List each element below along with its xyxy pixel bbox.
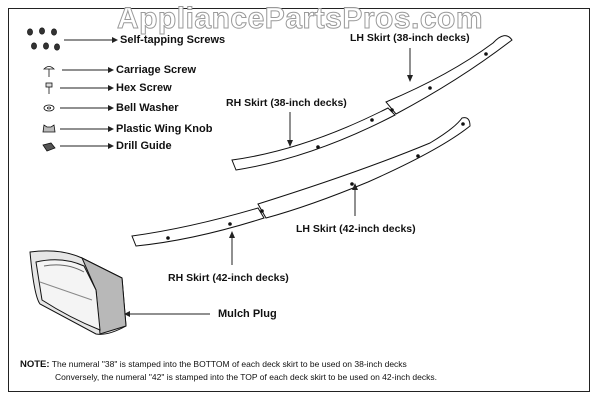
label-drill-guide: Drill Guide bbox=[116, 140, 172, 152]
note-label: NOTE: bbox=[20, 359, 50, 370]
drill-guide-icon bbox=[43, 143, 55, 151]
label-bell-washer: Bell Washer bbox=[116, 102, 179, 114]
mulch-plug-icon bbox=[30, 251, 126, 334]
label-carriage-screw: Carriage Screw bbox=[116, 64, 197, 76]
label-plastic-wing-knob: Plastic Wing Knob bbox=[116, 123, 213, 135]
note-line-1: The numeral "38" is stamped into the BOTTOM of each deck skirt to be used on 38-inch decks bbox=[51, 359, 407, 369]
label-lh-skirt-42: LH Skirt (42-inch decks) bbox=[296, 223, 416, 235]
label-mulch-plug: Mulch Plug bbox=[218, 308, 277, 320]
bell-washer-icon bbox=[44, 105, 54, 111]
plastic-wing-knob-icon bbox=[43, 125, 55, 132]
carriage-screw-icon bbox=[44, 67, 54, 78]
watermark: AppliancePartsPros.com bbox=[116, 2, 484, 35]
self-tapping-screws-icon bbox=[27, 28, 59, 50]
label-self-tapping-screws: Self-tapping Screws bbox=[120, 34, 226, 46]
note-block bbox=[20, 358, 437, 383]
label-rh-skirt-42: RH Skirt (42-inch decks) bbox=[168, 272, 289, 284]
label-hex-screw: Hex Screw bbox=[116, 82, 172, 94]
note-line-2: Conversely, the numeral "42" is stamped into the TOP of each deck skirt to be used on 42-inch decks. bbox=[55, 372, 437, 382]
label-lh-skirt-38: LH Skirt (38-inch decks) bbox=[350, 32, 470, 44]
label-rh-skirt-38: RH Skirt (38-inch decks) bbox=[226, 97, 347, 109]
hex-screw-icon bbox=[46, 83, 52, 94]
